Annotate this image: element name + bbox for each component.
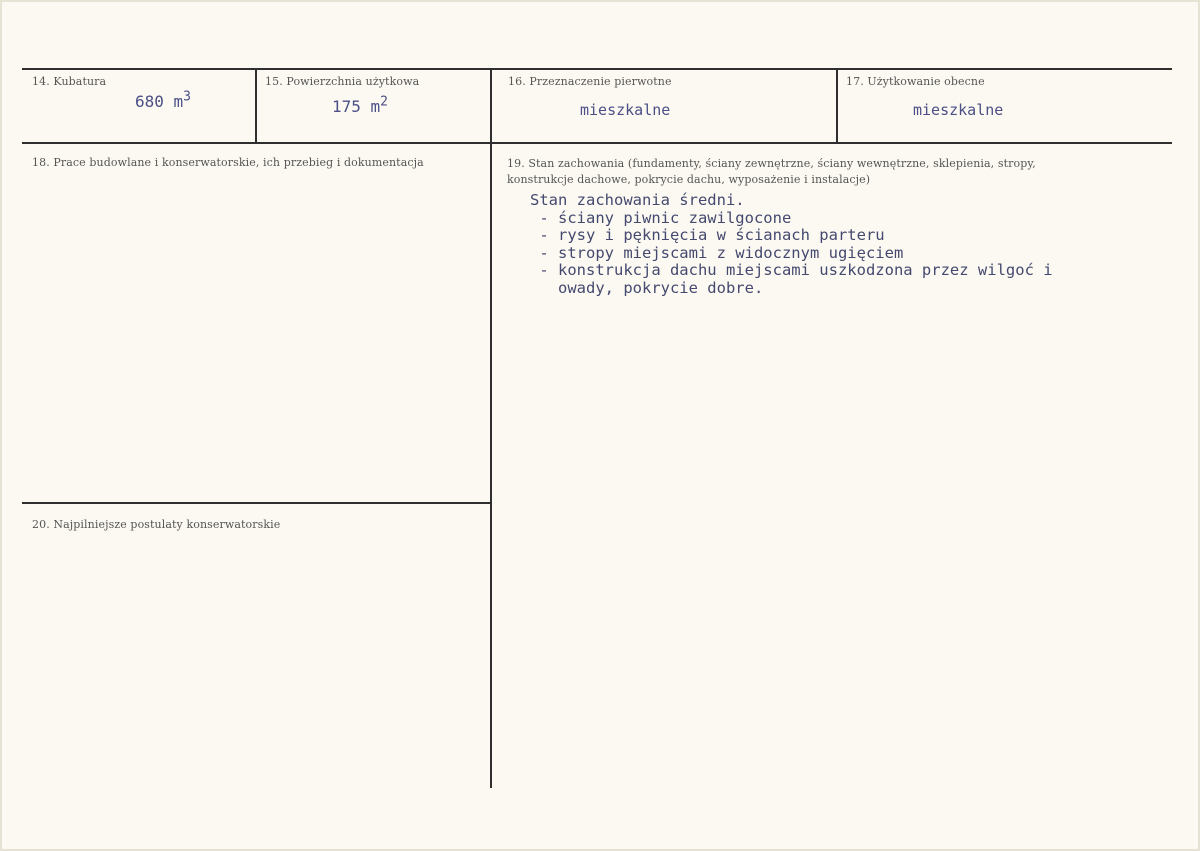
field-15-label: 15. Powierzchnia użytkowa xyxy=(265,75,420,88)
field-16-value: mieszkalne xyxy=(580,101,671,119)
field-14-unit-exponent: 3 xyxy=(183,89,191,105)
condition-line: - ściany piwnic zawilgocone xyxy=(530,208,792,227)
condition-line: owady, pokrycie dobre. xyxy=(530,278,764,297)
condition-line: Stan zachowania średni. xyxy=(530,191,745,209)
condition-notes xyxy=(530,192,1170,297)
field-15-value xyxy=(332,94,388,116)
field-16-label: 16. Przeznaczenie pierwotne xyxy=(508,75,672,88)
field-14-value xyxy=(135,89,191,111)
condition-line: - rysy i pęknięcia w ścianach parteru xyxy=(530,226,885,244)
field-17-value: mieszkalne xyxy=(913,101,1004,119)
field-14-number: 680 m xyxy=(135,92,184,111)
field-14-label: 14. Kubatura xyxy=(32,75,107,88)
condition-line: - konstrukcja dachu miejscami uszkodzona przez wilgoć i xyxy=(530,261,1053,279)
field-18-label: 18. Prace budowlane i konserwatorskie, ich przebieg i dokumentacja xyxy=(32,156,424,169)
row-divider xyxy=(22,142,1172,144)
field-17-label: 17. Użytkowanie obecne xyxy=(846,75,985,88)
field-15-number: 175 m xyxy=(332,97,381,116)
col-divider-2 xyxy=(490,68,492,788)
col-divider-3 xyxy=(836,68,838,144)
field-20-label: 20. Najpilniejsze postulaty konserwatorskie xyxy=(32,518,281,531)
top-rule xyxy=(22,68,1172,70)
col-divider-1 xyxy=(255,68,257,144)
field-19-label: 19. Stan zachowania (fundamenty, ściany zewnętrzne, ściany wewnętrzne, sklepienia, stropy, konstrukcje dachowe, pokrycie dachu, wyposażenie i instalacje) xyxy=(507,157,1036,186)
section-divider-left xyxy=(22,502,490,504)
field-15-unit-exponent: 2 xyxy=(380,94,388,110)
condition-line: - stropy miejscami z widocznym ugięciem xyxy=(530,243,904,262)
